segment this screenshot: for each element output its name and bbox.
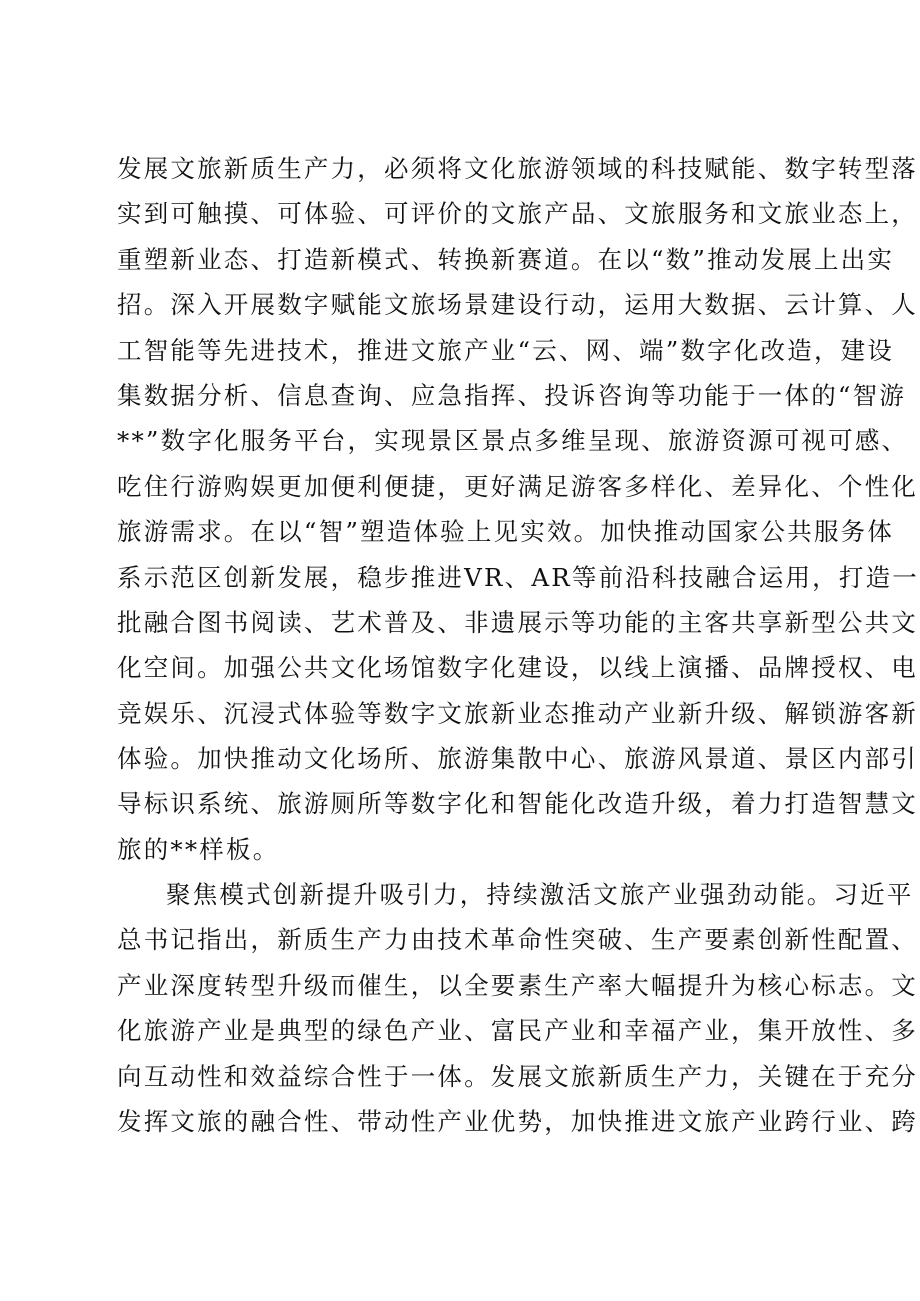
text-line: 实到可触摸、可体验、可评价的文旅产品、文旅服务和文旅业态上， <box>117 199 918 229</box>
text-line: 聚焦模式创新提升吸引力，持续激活文旅产业强劲动能。习近平 <box>166 880 914 909</box>
text-line: 总书记指出，新质生产力由技术革命性突破、生产要素创新性配置、 <box>117 925 918 955</box>
text-line: 旅的**样板。 <box>117 834 280 864</box>
text-line: 重塑新业态、打造新模式、转换新赛道。在以“数”推动发展上出实 <box>117 244 895 274</box>
text-line: 导标识系统、旅游厕所等数字化和智能化改造升级，着力打造智慧文 <box>117 789 918 819</box>
text-line: 化空间。加强公共文化场馆数字化建设，以线上演播、品牌授权、电 <box>117 653 918 683</box>
text-line: 化旅游产业是典型的绿色产业、富民产业和幸福产业，集开放性、多 <box>117 1016 918 1046</box>
text-line: 工智能等先进技术，推进文旅产业“云、网、端”数字化改造，建设 <box>117 335 895 365</box>
text-line: 向互动性和效益综合性于一体。发展文旅新质生产力，关键在于充分 <box>117 1061 918 1091</box>
text-line: 系示范区创新发展，稳步推进VR、AR等前沿科技融合运用，打造一 <box>117 562 919 592</box>
text-line: 旅游需求。在以“智”塑造体验上见实效。加快推动国家公共服务体 <box>117 517 895 547</box>
text-line: 体验。加快推动文化场所、旅游集散中心、旅游风景道、景区内部引 <box>117 744 918 774</box>
text-line: 竞娱乐、沉浸式体验等数字文旅新业态推动产业新升级、解锁游客新 <box>117 698 918 728</box>
paragraph-digital-empowerment <box>117 146 919 872</box>
text-line: 发挥文旅的融合性、带动性产业优势，加快推进文旅产业跨行业、跨 <box>117 1106 918 1136</box>
text-line: **”数字化服务平台，实现景区景点多维呈现、旅游资源可视可感、 <box>117 426 909 456</box>
text-line: 发展文旅新质生产力，必须将文化旅游领域的科技赋能、数字转型落 <box>117 154 918 183</box>
text-line: 批融合图书阅读、艺术普及、非遗展示等功能的主客共享新型公共文 <box>117 607 918 637</box>
text-line: 招。深入开展数字赋能文旅场景建设行动，运用大数据、云计算、人 <box>117 290 918 320</box>
text-line: 吃住行游购娱更加便利便捷，更好满足游客多样化、差异化、个性化 <box>117 471 918 501</box>
text-line: 集数据分析、信息查询、应急指挥、投诉咨询等功能于一体的“智游 <box>117 380 907 410</box>
text-line: 产业深度转型升级而催生，以全要素生产率大幅提升为核心标志。文 <box>117 970 918 1000</box>
paragraph-model-innovation <box>117 872 918 1144</box>
